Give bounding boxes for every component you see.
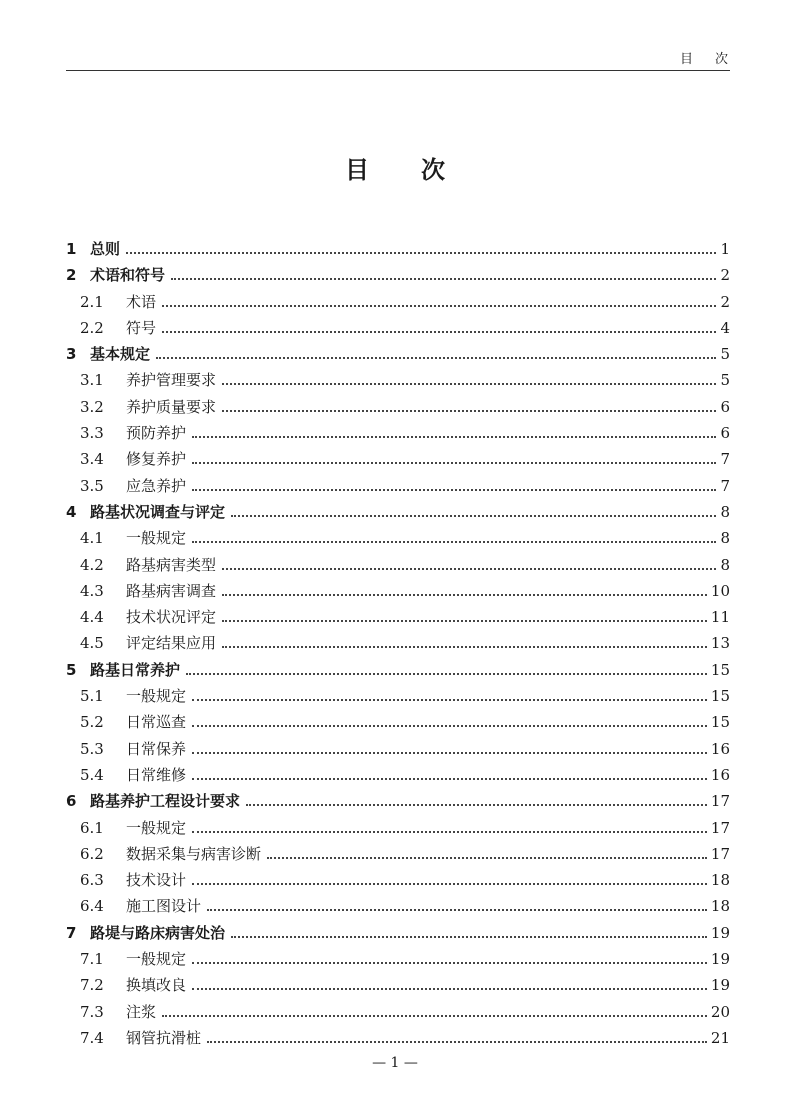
toc-entry-title: 路基病害类型 <box>126 555 217 574</box>
toc-entry-page: 8 <box>720 555 730 574</box>
running-header-title: 目次 <box>679 52 750 67</box>
toc-section-entry[interactable] <box>66 420 730 446</box>
toc-section-entry[interactable] <box>66 999 730 1025</box>
toc-dot-leader <box>162 305 716 307</box>
toc-entry-title: 术语和符号 <box>90 266 166 285</box>
toc-entry-page: 15 <box>710 687 730 706</box>
toc-dot-leader <box>192 962 707 964</box>
toc-dot-leader <box>222 383 716 385</box>
toc-dot-leader <box>192 699 707 701</box>
toc-entry-title: 日常巡查 <box>126 713 187 732</box>
toc-entry-title: 数据采集与病害诊断 <box>126 844 262 863</box>
toc-entry-title: 一般规定 <box>126 687 187 706</box>
toc-dot-leader <box>192 883 707 885</box>
toc-section-entry[interactable] <box>66 946 730 972</box>
page-number: — 1 — <box>372 1055 418 1071</box>
toc-dot-leader <box>162 331 716 333</box>
toc-entry-number: 4.5 <box>80 634 104 653</box>
toc-entry-page: 4 <box>720 318 730 337</box>
toc-chapter-entry[interactable] <box>66 788 730 814</box>
toc-dot-leader <box>192 831 707 833</box>
toc-entry-number: 5.1 <box>80 687 104 706</box>
toc-dot-leader <box>192 462 716 464</box>
toc-entry-number: 6 <box>66 792 77 811</box>
toc-section-entry[interactable] <box>66 394 730 420</box>
toc-entry-number: 3.2 <box>80 397 104 416</box>
toc-entry-number: 7 <box>66 923 77 942</box>
toc-entry-page: 21 <box>710 1028 730 1047</box>
table-of-contents <box>66 236 730 1051</box>
toc-entry-title: 一般规定 <box>126 529 187 548</box>
toc-dot-leader <box>231 515 716 517</box>
toc-entry-number: 5 <box>66 660 77 679</box>
toc-entry-number: 5.4 <box>80 765 104 784</box>
toc-section-entry[interactable] <box>66 473 730 499</box>
toc-entry-number: 3.4 <box>80 450 104 469</box>
toc-entry-number: 3.3 <box>80 424 104 443</box>
toc-entry-page: 6 <box>720 397 730 416</box>
toc-entry-page: 13 <box>710 634 730 653</box>
toc-entry-title: 预防养护 <box>126 424 187 443</box>
toc-chapter-entry[interactable] <box>66 341 730 367</box>
toc-chapter-entry[interactable] <box>66 657 730 683</box>
toc-entry-number: 1 <box>66 240 77 258</box>
toc-entry-number: 4.2 <box>80 555 104 574</box>
toc-entry-title: 评定结果应用 <box>126 634 217 653</box>
toc-entry-page: 17 <box>710 792 730 811</box>
toc-dot-leader <box>207 909 707 911</box>
toc-entry-page: 7 <box>720 476 730 495</box>
toc-entry-page: 17 <box>710 844 730 863</box>
toc-dot-leader <box>192 541 716 543</box>
toc-entry-page: 15 <box>710 660 730 679</box>
toc-entry-page: 10 <box>710 581 730 600</box>
toc-chapter-entry[interactable] <box>66 236 730 262</box>
toc-entry-title: 修复养护 <box>126 450 187 469</box>
toc-entry-title: 养护管理要求 <box>126 371 217 390</box>
toc-dot-leader <box>222 594 707 596</box>
toc-entry-page: 18 <box>710 897 730 916</box>
toc-section-entry[interactable] <box>66 683 730 709</box>
toc-entry-title: 路基养护工程设计要求 <box>90 792 241 811</box>
toc-entry-page: 5 <box>720 345 730 364</box>
toc-section-entry[interactable] <box>66 446 730 472</box>
toc-entry-title: 技术状况评定 <box>126 608 217 627</box>
toc-dot-leader <box>222 620 707 622</box>
toc-dot-leader <box>186 673 707 675</box>
toc-entry-number: 3.5 <box>80 476 104 495</box>
toc-section-entry[interactable] <box>66 893 730 919</box>
toc-dot-leader <box>222 646 707 648</box>
toc-section-entry[interactable] <box>66 867 730 893</box>
toc-entry-title: 施工图设计 <box>126 897 202 916</box>
toc-dot-leader <box>267 857 707 859</box>
toc-entry-page: 5 <box>720 371 730 390</box>
toc-entry-page: 8 <box>720 529 730 548</box>
toc-dot-leader <box>156 357 716 359</box>
toc-entry-page: 20 <box>710 1002 730 1021</box>
toc-entry-page: 2 <box>720 266 730 285</box>
toc-entry-title: 一般规定 <box>126 950 187 969</box>
toc-entry-number: 2 <box>66 266 77 285</box>
toc-section-entry[interactable] <box>66 709 730 735</box>
toc-entry-number: 4.1 <box>80 529 104 548</box>
toc-entry-page: 2 <box>720 292 730 311</box>
toc-entry-number: 2.2 <box>80 318 104 337</box>
toc-entry-title: 基本规定 <box>90 345 151 364</box>
toc-entry-title: 注浆 <box>126 1002 157 1021</box>
toc-entry-number: 3 <box>66 345 77 364</box>
toc-section-entry[interactable] <box>66 1025 730 1051</box>
toc-section-entry[interactable] <box>66 841 730 867</box>
toc-dot-leader <box>246 804 707 806</box>
toc-dot-leader <box>126 252 716 254</box>
toc-entry-title: 养护质量要求 <box>126 397 217 416</box>
toc-entry-page: 8 <box>720 502 730 521</box>
toc-entry-page: 7 <box>720 450 730 469</box>
toc-section-entry[interactable] <box>66 815 730 841</box>
toc-entry-title: 术语 <box>126 292 157 311</box>
toc-dot-leader <box>192 988 707 990</box>
toc-chapter-entry[interactable] <box>66 920 730 946</box>
toc-section-entry[interactable] <box>66 289 730 315</box>
toc-section-entry[interactable] <box>66 578 730 604</box>
toc-section-entry[interactable] <box>66 525 730 551</box>
toc-entry-page: 18 <box>710 871 730 890</box>
toc-entry-number: 7.1 <box>80 950 104 969</box>
toc-entry-page: 19 <box>710 923 730 942</box>
toc-chapter-entry[interactable] <box>66 499 730 525</box>
toc-entry-page: 1 <box>720 240 730 258</box>
toc-dot-leader <box>222 568 716 570</box>
toc-section-entry[interactable] <box>66 552 730 578</box>
toc-entry-number: 6.3 <box>80 871 104 890</box>
toc-dot-leader <box>171 278 716 280</box>
toc-entry-title: 技术设计 <box>126 871 187 890</box>
toc-entry-number: 6.1 <box>80 818 104 837</box>
toc-entry-title: 日常维修 <box>126 765 187 784</box>
toc-entry-number: 5.2 <box>80 713 104 732</box>
toc-entry-number: 7.4 <box>80 1028 104 1047</box>
toc-dot-leader <box>231 936 707 938</box>
page-title: 目次 <box>345 156 497 184</box>
toc-entry-title: 钢管抗滑桩 <box>126 1028 202 1047</box>
toc-entry-title: 一般规定 <box>126 818 187 837</box>
toc-entry-title: 路基日常养护 <box>90 660 181 679</box>
toc-section-entry[interactable] <box>66 630 730 656</box>
toc-dot-leader <box>192 778 707 780</box>
toc-dot-leader <box>162 1015 707 1017</box>
running-header <box>66 48 750 71</box>
toc-entry-title: 总则 <box>90 240 121 258</box>
toc-entry-title: 路堤与路床病害处治 <box>90 923 226 942</box>
toc-entry-page: 17 <box>710 818 730 837</box>
toc-section-entry[interactable] <box>66 762 730 788</box>
toc-section-entry[interactable] <box>66 367 730 393</box>
toc-section-entry[interactable] <box>66 736 730 762</box>
toc-entry-title: 日常保养 <box>126 739 187 758</box>
toc-entry-page: 16 <box>710 739 730 758</box>
toc-dot-leader <box>222 410 716 412</box>
toc-entry-number: 4 <box>66 502 77 521</box>
toc-section-entry[interactable] <box>66 315 730 341</box>
toc-entry-page: 19 <box>710 950 730 969</box>
toc-entry-number: 2.1 <box>80 292 104 311</box>
toc-entry-number: 5.3 <box>80 739 104 758</box>
toc-dot-leader <box>192 489 716 491</box>
toc-entry-number: 3.1 <box>80 371 104 390</box>
toc-entry-page: 19 <box>710 976 730 995</box>
toc-section-entry[interactable] <box>66 972 730 998</box>
toc-entry-number: 7.2 <box>80 976 104 995</box>
toc-entry-page: 16 <box>710 765 730 784</box>
toc-entry-number: 7.3 <box>80 1002 104 1021</box>
toc-dot-leader <box>192 752 707 754</box>
toc-entry-title: 路基病害调查 <box>126 581 217 600</box>
toc-entry-number: 6.4 <box>80 897 104 916</box>
toc-dot-leader <box>192 436 716 438</box>
toc-entry-title: 符号 <box>126 318 157 337</box>
toc-chapter-entry[interactable] <box>66 262 730 288</box>
toc-entry-title: 应急养护 <box>126 476 187 495</box>
toc-dot-leader <box>192 725 707 727</box>
toc-entry-page: 15 <box>710 713 730 732</box>
toc-entry-page: 11 <box>710 608 730 627</box>
toc-entry-title: 换填改良 <box>126 976 187 995</box>
toc-dot-leader <box>207 1041 707 1043</box>
toc-entry-number: 6.2 <box>80 844 104 863</box>
toc-entry-title: 路基状况调查与评定 <box>90 502 226 521</box>
toc-entry-number: 4.4 <box>80 608 104 627</box>
toc-section-entry[interactable] <box>66 604 730 630</box>
toc-entry-page: 6 <box>720 424 730 443</box>
toc-entry-number: 4.3 <box>80 581 104 600</box>
